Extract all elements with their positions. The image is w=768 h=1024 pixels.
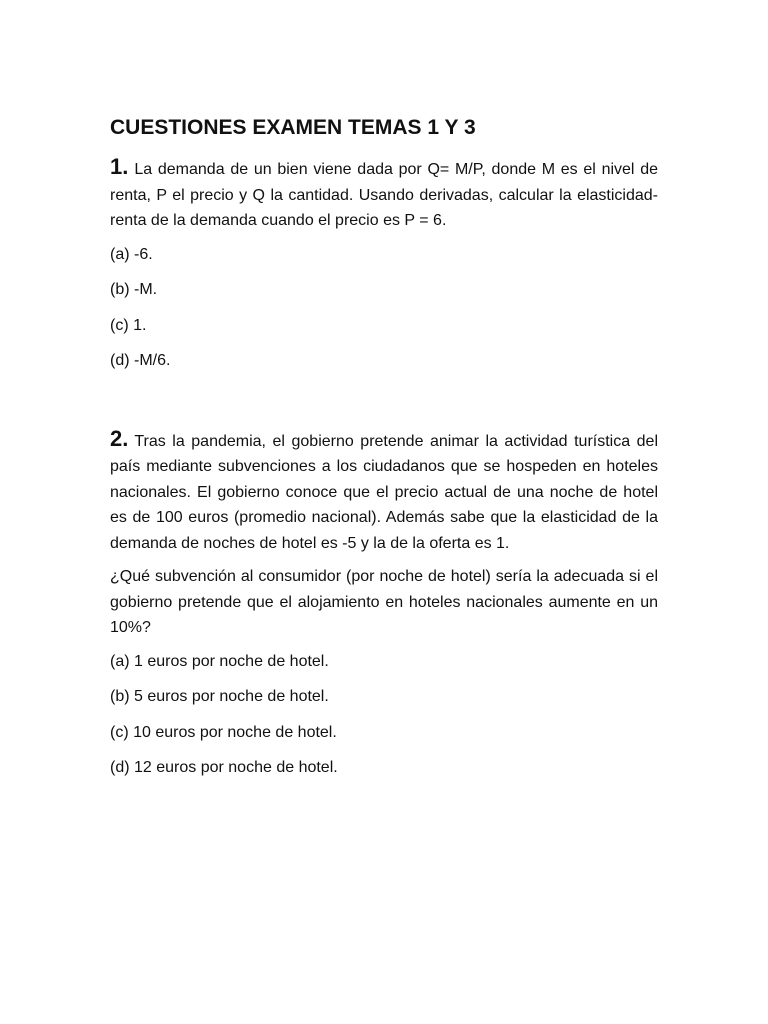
question-1-option-b: (b) -M. bbox=[110, 281, 158, 298]
question-2-number: 2. bbox=[110, 425, 129, 451]
question-1-option-a: (a) -6. bbox=[110, 245, 153, 263]
question-2-option-a: (a) 1 euros por noche de hotel. bbox=[110, 652, 329, 670]
question-1-number: 1. bbox=[110, 154, 129, 179]
document-page bbox=[110, 116, 658, 791]
question-2-option-b: (b) 5 euros por noche de hotel. bbox=[110, 688, 329, 705]
question-1-option-c: (c) 1. bbox=[110, 316, 147, 334]
question-2-option-c: (c) 10 euros por noche de hotel. bbox=[110, 723, 337, 741]
question-2-stem bbox=[110, 426, 658, 557]
question-2 bbox=[110, 426, 658, 781]
question-2-prompt: ¿Qué subvención al consumidor (por noche de hotel) sería la adecuada si el gobierno pretende que el alojamiento en hoteles nacionales aumente en un 10%? bbox=[110, 568, 658, 636]
question-2-text: Tras la pandemia, el gobierno pretende animar la actividad turística del país mediante subvenciones a los ciudadanos que se hospeden en hoteles nacionales. El gobierno conoce que el precio actual de una noche de hotel es de 100 euros (promedio nacional). Además sabe que la elasticidad de la demanda de noches de hotel es -5 y la de la oferta es 1. bbox=[110, 432, 658, 552]
question-1 bbox=[110, 154, 658, 374]
question-1-text: La demanda de un bien viene dada por Q= M/P, donde M es el nivel de renta, P el precio y Q la cantidad. Usando derivadas, calcular la elasticidad-renta de la demanda cuando el precio es P = 6. bbox=[110, 161, 658, 229]
question-2-option-d: (d) 12 euros por noche de hotel. bbox=[110, 759, 338, 776]
document-title: CUESTIONES EXAMEN TEMAS 1 Y 3 bbox=[110, 116, 476, 139]
question-separator bbox=[110, 384, 658, 426]
question-1-stem bbox=[110, 154, 658, 234]
question-1-option-d: (d) -M/6. bbox=[110, 352, 171, 369]
